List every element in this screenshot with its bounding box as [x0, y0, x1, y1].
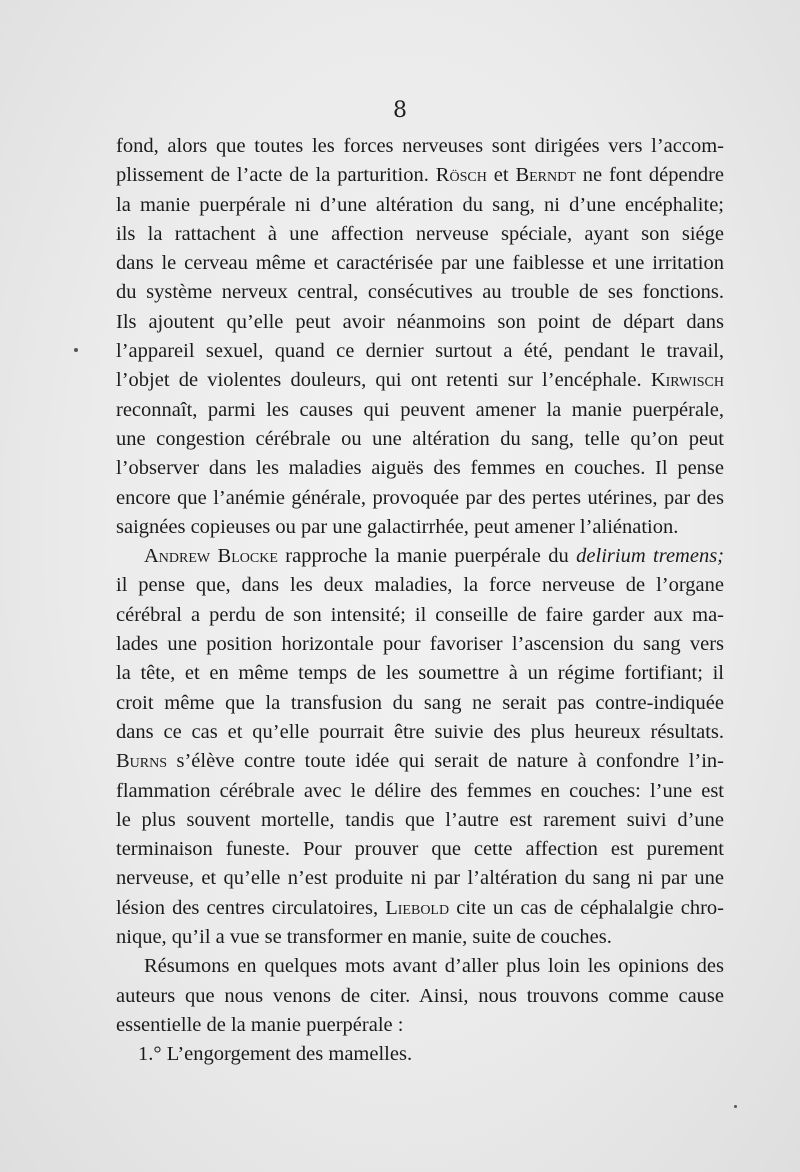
- text-line: [116, 571, 724, 600]
- text-segment: auteurs que nous venons de citer. Ainsi, nous trouvons comme cause: [116, 984, 724, 1007]
- text-line: [116, 513, 724, 542]
- text-line: [116, 132, 724, 161]
- text-segment: une congestion cérébrale ou une altération du sang, telle qu’on peut: [116, 427, 724, 450]
- text-segment: dans le cerveau même et caractérisée par une faiblesse et une irritation: [116, 252, 724, 275]
- text-line: [116, 396, 724, 425]
- text-line: [116, 1040, 724, 1069]
- page-number: 8: [393, 98, 407, 123]
- text-line: [116, 191, 724, 220]
- italic-term: delirium tremens;: [576, 545, 725, 568]
- text-line: [116, 630, 724, 659]
- text-segment: ne font dépendre: [575, 164, 724, 187]
- text-segment: l’observer dans les maladies aiguës des femmes en couches. Il pense: [116, 457, 724, 480]
- text-line: [116, 454, 724, 483]
- text-line: [116, 601, 724, 630]
- text-segment: rapproche la manie puerpérale du: [277, 545, 577, 568]
- text-line: [116, 864, 724, 893]
- text-segment: lades une position horizontale pour favoriser l’ascension du sang vers: [116, 633, 724, 656]
- text-line: [116, 835, 724, 864]
- ink-speck: [734, 1105, 737, 1108]
- text-line: [116, 894, 724, 923]
- text-segment: 1.° L’engorgement des mamelles.: [138, 1043, 413, 1066]
- text-line: [116, 308, 724, 337]
- text-line: [116, 806, 724, 835]
- text-line: [116, 718, 724, 747]
- text-segment: l’objet de violentes douleurs, qui ont retenti sur l’encéphale.: [116, 369, 651, 392]
- author-name: Burns: [116, 750, 168, 773]
- text-line: [116, 542, 724, 571]
- text-segment: Résumons en quelques mots avant d’aller plus loin les opinions des: [144, 955, 724, 978]
- text-segment: ils la rattachent à une affection nerveuse spéciale, ayant son siége: [116, 222, 724, 245]
- text-segment: cérébral a perdu de son intensité; il conseille de faire garder aux ma-: [116, 603, 724, 626]
- text-segment: il pense que, dans les deux maladies, la force nerveuse de l’organe: [116, 574, 724, 597]
- text-segment: encore que l’anémie générale, provoquée par des pertes utérines, par des: [116, 486, 724, 509]
- text-segment: essentielle de la manie puerpérale :: [116, 1013, 404, 1036]
- text-segment: reconnaît, parmi les causes qui peuvent amener la manie puerpérale,: [116, 398, 724, 421]
- text-segment: le plus souvent mortelle, tandis que l’autre est rarement suivi d’une: [116, 808, 724, 831]
- body-text: [116, 132, 724, 1070]
- text-line: [116, 923, 724, 952]
- text-segment: Ils ajoutent qu’elle peut avoir néanmoins son point de départ dans: [116, 310, 724, 333]
- text-segment: l’appareil sexuel, quand ce dernier surtout a été, pendant le travail,: [116, 340, 724, 363]
- text-line: [116, 220, 724, 249]
- text-segment: cite un cas de céphalalgie chro-: [449, 896, 724, 919]
- text-line: [116, 1011, 724, 1040]
- text-segment: dans ce cas et qu’elle pourrait être suivie des plus heureux résultats.: [116, 720, 724, 743]
- text-line: [116, 161, 724, 190]
- text-line: [116, 982, 724, 1011]
- author-name: Berndt: [515, 164, 576, 187]
- text-line: [116, 366, 724, 395]
- text-line: [116, 689, 724, 718]
- author-name: Andrew Blocke: [144, 545, 278, 568]
- text-line: [116, 337, 724, 366]
- text-segment: lésion des centres circulatoires,: [116, 896, 386, 919]
- text-segment: fond, alors que toutes les forces nerveuses sont dirigées vers l’accom-: [116, 135, 724, 157]
- text-line: [116, 249, 724, 278]
- text-segment: plissement de l’acte de la parturition.: [116, 164, 436, 187]
- author-name: Rösch: [435, 164, 487, 187]
- text-segment: nerveuse, et qu’elle n’est produite ni par l’altération du sang ni par une: [116, 867, 724, 890]
- text-segment: croit même que la transfusion du sang ne serait pas contre-indiquée: [116, 691, 724, 714]
- author-name: Kirwisch: [650, 369, 724, 392]
- text-line: [116, 425, 724, 454]
- text-line: [116, 659, 724, 688]
- text-segment: la manie puerpérale ni d’une altération du sang, ni d’une encéphalite;: [116, 193, 724, 216]
- text-line: [116, 747, 724, 776]
- ink-speck: [74, 348, 78, 352]
- text-segment: et: [486, 164, 516, 187]
- text-line: [116, 952, 724, 981]
- text-line: [116, 777, 724, 806]
- text-segment: la tête, et en même temps de les soumettre à un régime fortifiant; il: [116, 662, 724, 685]
- text-segment: saignées copieuses ou par une galactirrhée, peut amener l’aliénation.: [116, 515, 679, 538]
- text-segment: terminaison funeste. Pour prouver que cette affection est purement: [116, 838, 724, 861]
- text-segment: flammation cérébrale avec le délire des femmes en couches: l’une est: [116, 779, 724, 802]
- text-line: [116, 278, 724, 307]
- text-line: [116, 484, 724, 513]
- author-name: Liebold: [385, 896, 450, 919]
- text-segment: nique, qu’il a vue se transformer en manie, suite de couches.: [116, 926, 612, 949]
- text-segment: s’élève contre toute idée qui serait de nature à confondre l’in-: [167, 750, 724, 773]
- text-segment: du système nerveux central, consécutives au trouble de ses fonctions.: [116, 281, 724, 304]
